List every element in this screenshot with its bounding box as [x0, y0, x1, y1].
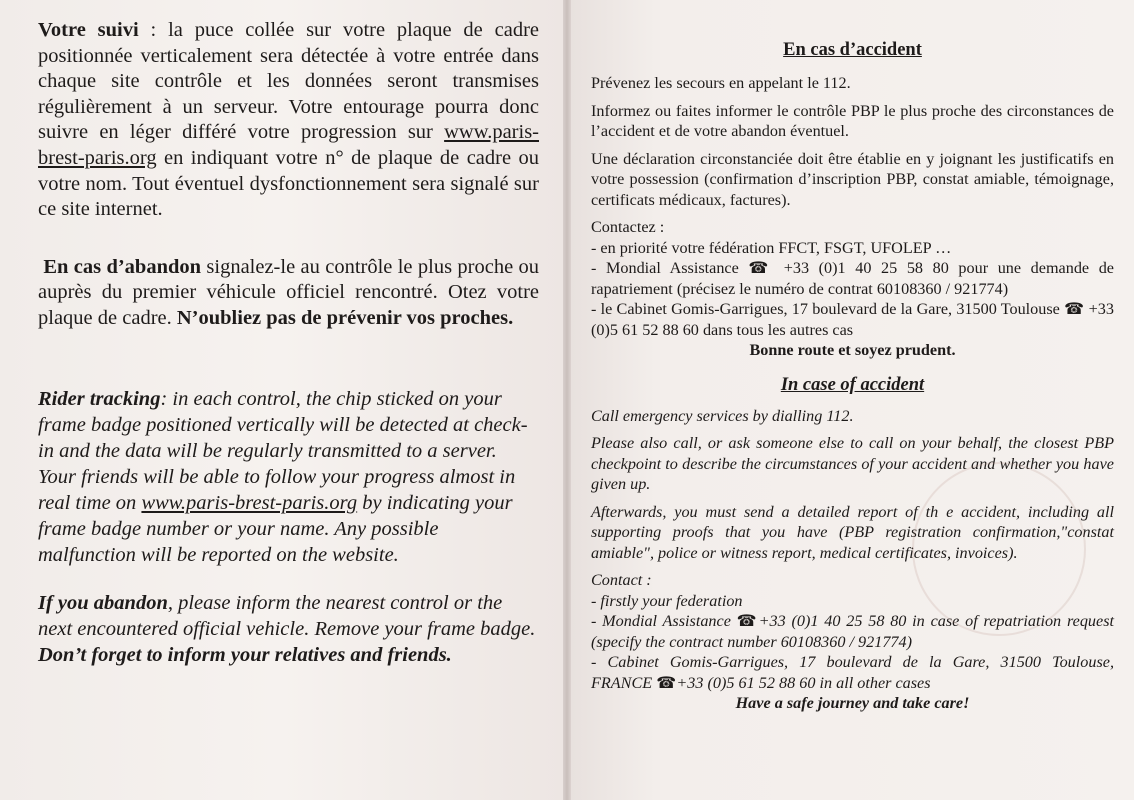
fr-contact-federation: - en priorité votre fédération FFCT, FSGT, UFOLEP …: [591, 238, 952, 257]
fr-tracking-paragraph: [38, 18, 539, 223]
en-contact-label: Contact :: [591, 571, 652, 589]
en-tracking-label: Rider tracking: [38, 387, 161, 410]
fr-website-link[interactable]: www.paris-brest-paris.org: [38, 121, 539, 169]
phone-icon: ☎: [656, 673, 677, 692]
en-abandon-paragraph: [38, 590, 539, 668]
fr-abandon-text: signalez-le au contrôle le plus proche ou auprès du premier véhicule officiel rencontré. Otez votre plaque de cadre.: [38, 255, 540, 329]
fr-tracking-text-end: en indiquant votre n° de plaque de cadre ou votre nom. Tout éventuel dysfonctionnement sera signalé sur ce site internet.: [38, 146, 539, 221]
en-assistance-label: - Mondial Assistance: [591, 612, 737, 630]
en-accident-p3: Afterwards, you must send a detailed report of th e accident, including all supporting proofs that you have (PBP registration confirmation,"constat amiable", police or witness report, medical certificates, invoices).: [591, 502, 1114, 562]
fr-abandon-label: En cas d’abandon: [43, 255, 202, 278]
fr-tracking-text: : la puce collée sur votre plaque de cadre positionnée verticalement sera détectée à votre entrée dans chaque site contrôle et les données seront transmises régulièrement à un serveur. Votre entourage pourra donc suivre en léger différé votre progression sur: [38, 19, 539, 144]
en-contact-cabinet: [591, 652, 1114, 693]
phone-icon: ☎: [748, 259, 775, 277]
fr-abandon-reminder: N’oubliez pas de prévenir vos proches.: [176, 306, 514, 329]
fr-cabinet-number: +33 (0)5 61 52 88 60 dans tous les autres cas: [591, 300, 1114, 339]
en-cabinet-label: - Cabinet Gomis-Garrigues, 17 boulevard de la Gare, 31500 Toulouse, FRANCE: [591, 653, 1114, 692]
fr-contact-assistance: [591, 258, 1114, 299]
fr-accident-heading: En cas d’accident: [783, 40, 922, 60]
en-closing: Have a safe journey and take care!: [735, 694, 970, 712]
en-tracking-text-end: by indicating your frame badge number or your name. Any possible malfunction will be reported on the website.: [38, 491, 513, 566]
left-page: [0, 0, 563, 800]
phone-icon: ☎: [736, 612, 759, 630]
en-abandon-text: , please inform the nearest control or the next encountered official vehicle. Remove your frame badge.: [38, 591, 536, 640]
fr-contact-cabinet: [591, 299, 1114, 340]
en-cabinet-number: +33 (0)5 61 52 88 60 in all other cases: [676, 673, 931, 692]
en-accident-p2: Please also call, or ask someone else to call on your behalf, the closest PBP checkpoint to describe the circumstances of your accident and whether you have given up.: [591, 434, 1114, 493]
fr-closing: Bonne route et soyez prudent.: [749, 341, 956, 359]
fr-accident-p3: Une déclaration circonstanciée doit être établie en y joignant les justificatifs en votre possession (confirmation d’inscription PBP, constat amiable, témoignage, certificats médicaux, factures).: [591, 149, 1114, 209]
fr-tracking-label: Votre suivi: [38, 19, 139, 41]
right-page: [571, 0, 1134, 800]
fr-contact-label: Contactez :: [591, 218, 665, 236]
fr-cabinet-label: - le Cabinet Gomis-Garrigues, 17 boulevard de la Gare, 31500 Toulouse: [591, 300, 1065, 318]
en-accident-heading: In case of accident: [780, 374, 925, 395]
fr-accident-p2: Informez ou faites informer le contrôle PBP le plus proche des circonstances de l’accident et de votre abandon éventuel.: [591, 101, 1114, 140]
fr-abandon-paragraph: [38, 255, 539, 332]
faded-stamp: [912, 462, 1086, 636]
phone-icon: ☎: [1064, 300, 1085, 318]
en-website-link[interactable]: www.paris-brest-paris.org: [141, 491, 358, 514]
fr-assistance-number: +33 (0)1 40 25 58 80 pour une demande de rapatriement (précisez le numéro de contrat 60108360 / 921774): [591, 259, 1114, 298]
en-tracking-text: : in each control, the chip sticked on your frame badge positioned vertically will be detected at check-in and the data will be regularly transmitted to a server. Your friends will be able to follow your progress almost in real time on: [38, 387, 528, 514]
center-fold: [563, 0, 571, 800]
en-tracking-paragraph: [38, 386, 539, 568]
en-abandon-reminder: Don’t forget to inform your relatives and friends.: [38, 643, 452, 666]
en-contact-federation: - firstly your federation: [591, 591, 743, 610]
fr-assistance-label: - Mondial Assistance: [591, 259, 749, 277]
en-assistance-number: +33 (0)1 40 25 58 80 in case of repatriation request (specify the contract number 60108360 / 921774): [591, 612, 1114, 651]
en-accident-p1: Call emergency services by dialling 112.: [591, 406, 854, 425]
fr-accident-p1: Prévenez les secours en appelant le 112.: [591, 74, 851, 92]
en-abandon-label: If you abandon: [38, 591, 168, 614]
